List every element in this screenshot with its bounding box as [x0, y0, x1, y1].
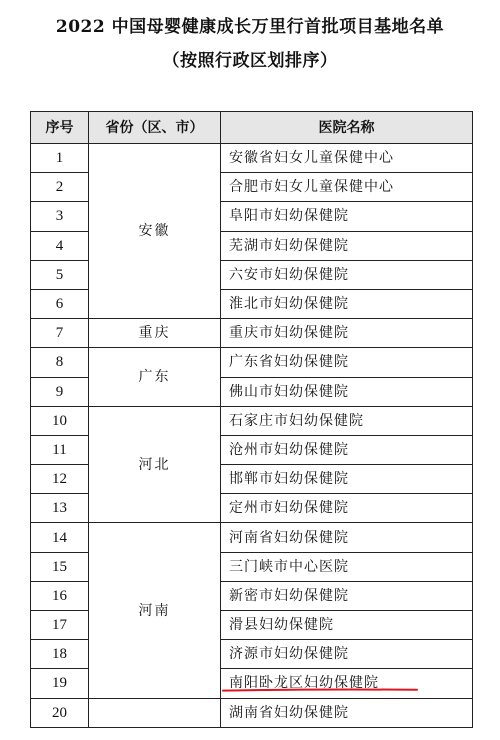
row-seq: 12: [31, 465, 89, 494]
header-hospital: 医院名称: [221, 112, 473, 144]
hospital-name: 新密市妇幼保健院: [221, 581, 473, 610]
row-seq: 18: [31, 640, 89, 669]
row-seq: 13: [31, 494, 89, 523]
row-seq: 15: [31, 552, 89, 581]
document-subtitle: （按照行政区划排序）: [162, 51, 338, 71]
table-row: [31, 406, 473, 435]
row-seq: 19: [31, 669, 89, 698]
table-row: [31, 523, 473, 552]
hospital-name: 芜湖市妇幼保健院: [221, 231, 473, 260]
hospital-name: 河南省妇幼保健院: [221, 523, 473, 552]
hospital-table: [30, 111, 473, 728]
row-seq: 1: [31, 144, 89, 173]
hospital-name: 南阳卧龙区妇幼保健院: [221, 669, 473, 698]
province-cell: 河北: [89, 406, 221, 523]
row-seq: 6: [31, 289, 89, 318]
hospital-name: 三门峡市中心医院: [221, 552, 473, 581]
province-cell: 重庆: [89, 319, 221, 348]
table-row: [31, 698, 473, 727]
row-seq: 11: [31, 435, 89, 464]
hospital-name: 邯郸市妇幼保健院: [221, 465, 473, 494]
row-seq: 20: [31, 698, 89, 727]
hospital-name: 定州市妇幼保健院: [221, 494, 473, 523]
hospital-name: 济源市妇幼保健院: [221, 640, 473, 669]
province-cell: 广东: [89, 348, 221, 406]
hospital-name: 合肥市妇女儿童保健中心: [221, 173, 473, 202]
hospital-name: 六安市妇幼保健院: [221, 260, 473, 289]
province-cell: 安徽: [89, 144, 221, 319]
row-seq: 7: [31, 319, 89, 348]
red-underline-annotation: [222, 688, 418, 692]
hospital-name: 广东省妇幼保健院: [221, 348, 473, 377]
hospital-name: 淮北市妇幼保健院: [221, 289, 473, 318]
hospital-name: 石家庄市妇幼保健院: [221, 406, 473, 435]
table-row: [31, 144, 473, 173]
row-seq: 8: [31, 348, 89, 377]
hospital-name: 重庆市妇幼保健院: [221, 319, 473, 348]
hospital-name: 安徽省妇女儿童保健中心: [221, 144, 473, 173]
row-seq: 16: [31, 581, 89, 610]
table-header-row: [31, 112, 473, 144]
row-seq: 5: [31, 260, 89, 289]
table-row: [31, 319, 473, 348]
row-seq: 14: [31, 523, 89, 552]
hospital-name: 佛山市妇幼保健院: [221, 377, 473, 406]
province-cell: 河南: [89, 523, 221, 698]
row-seq: 10: [31, 406, 89, 435]
document-title: 2022 中国母婴健康成长万里行首批项目基地名单: [55, 17, 445, 37]
hospital-name: 滑县妇幼保健院: [221, 611, 473, 640]
row-seq: 3: [31, 202, 89, 231]
header-seq: 序号: [31, 112, 89, 144]
header-province: 省份（区、市）: [89, 112, 221, 144]
row-seq: 17: [31, 611, 89, 640]
hospital-name: 阜阳市妇幼保健院: [221, 202, 473, 231]
row-seq: 9: [31, 377, 89, 406]
hospital-name: 沧州市妇幼保健院: [221, 435, 473, 464]
hospital-name: 湖南省妇幼保健院: [221, 698, 473, 727]
table-row: [31, 348, 473, 377]
row-seq: 4: [31, 231, 89, 260]
province-cell: [89, 698, 221, 727]
row-seq: 2: [31, 173, 89, 202]
